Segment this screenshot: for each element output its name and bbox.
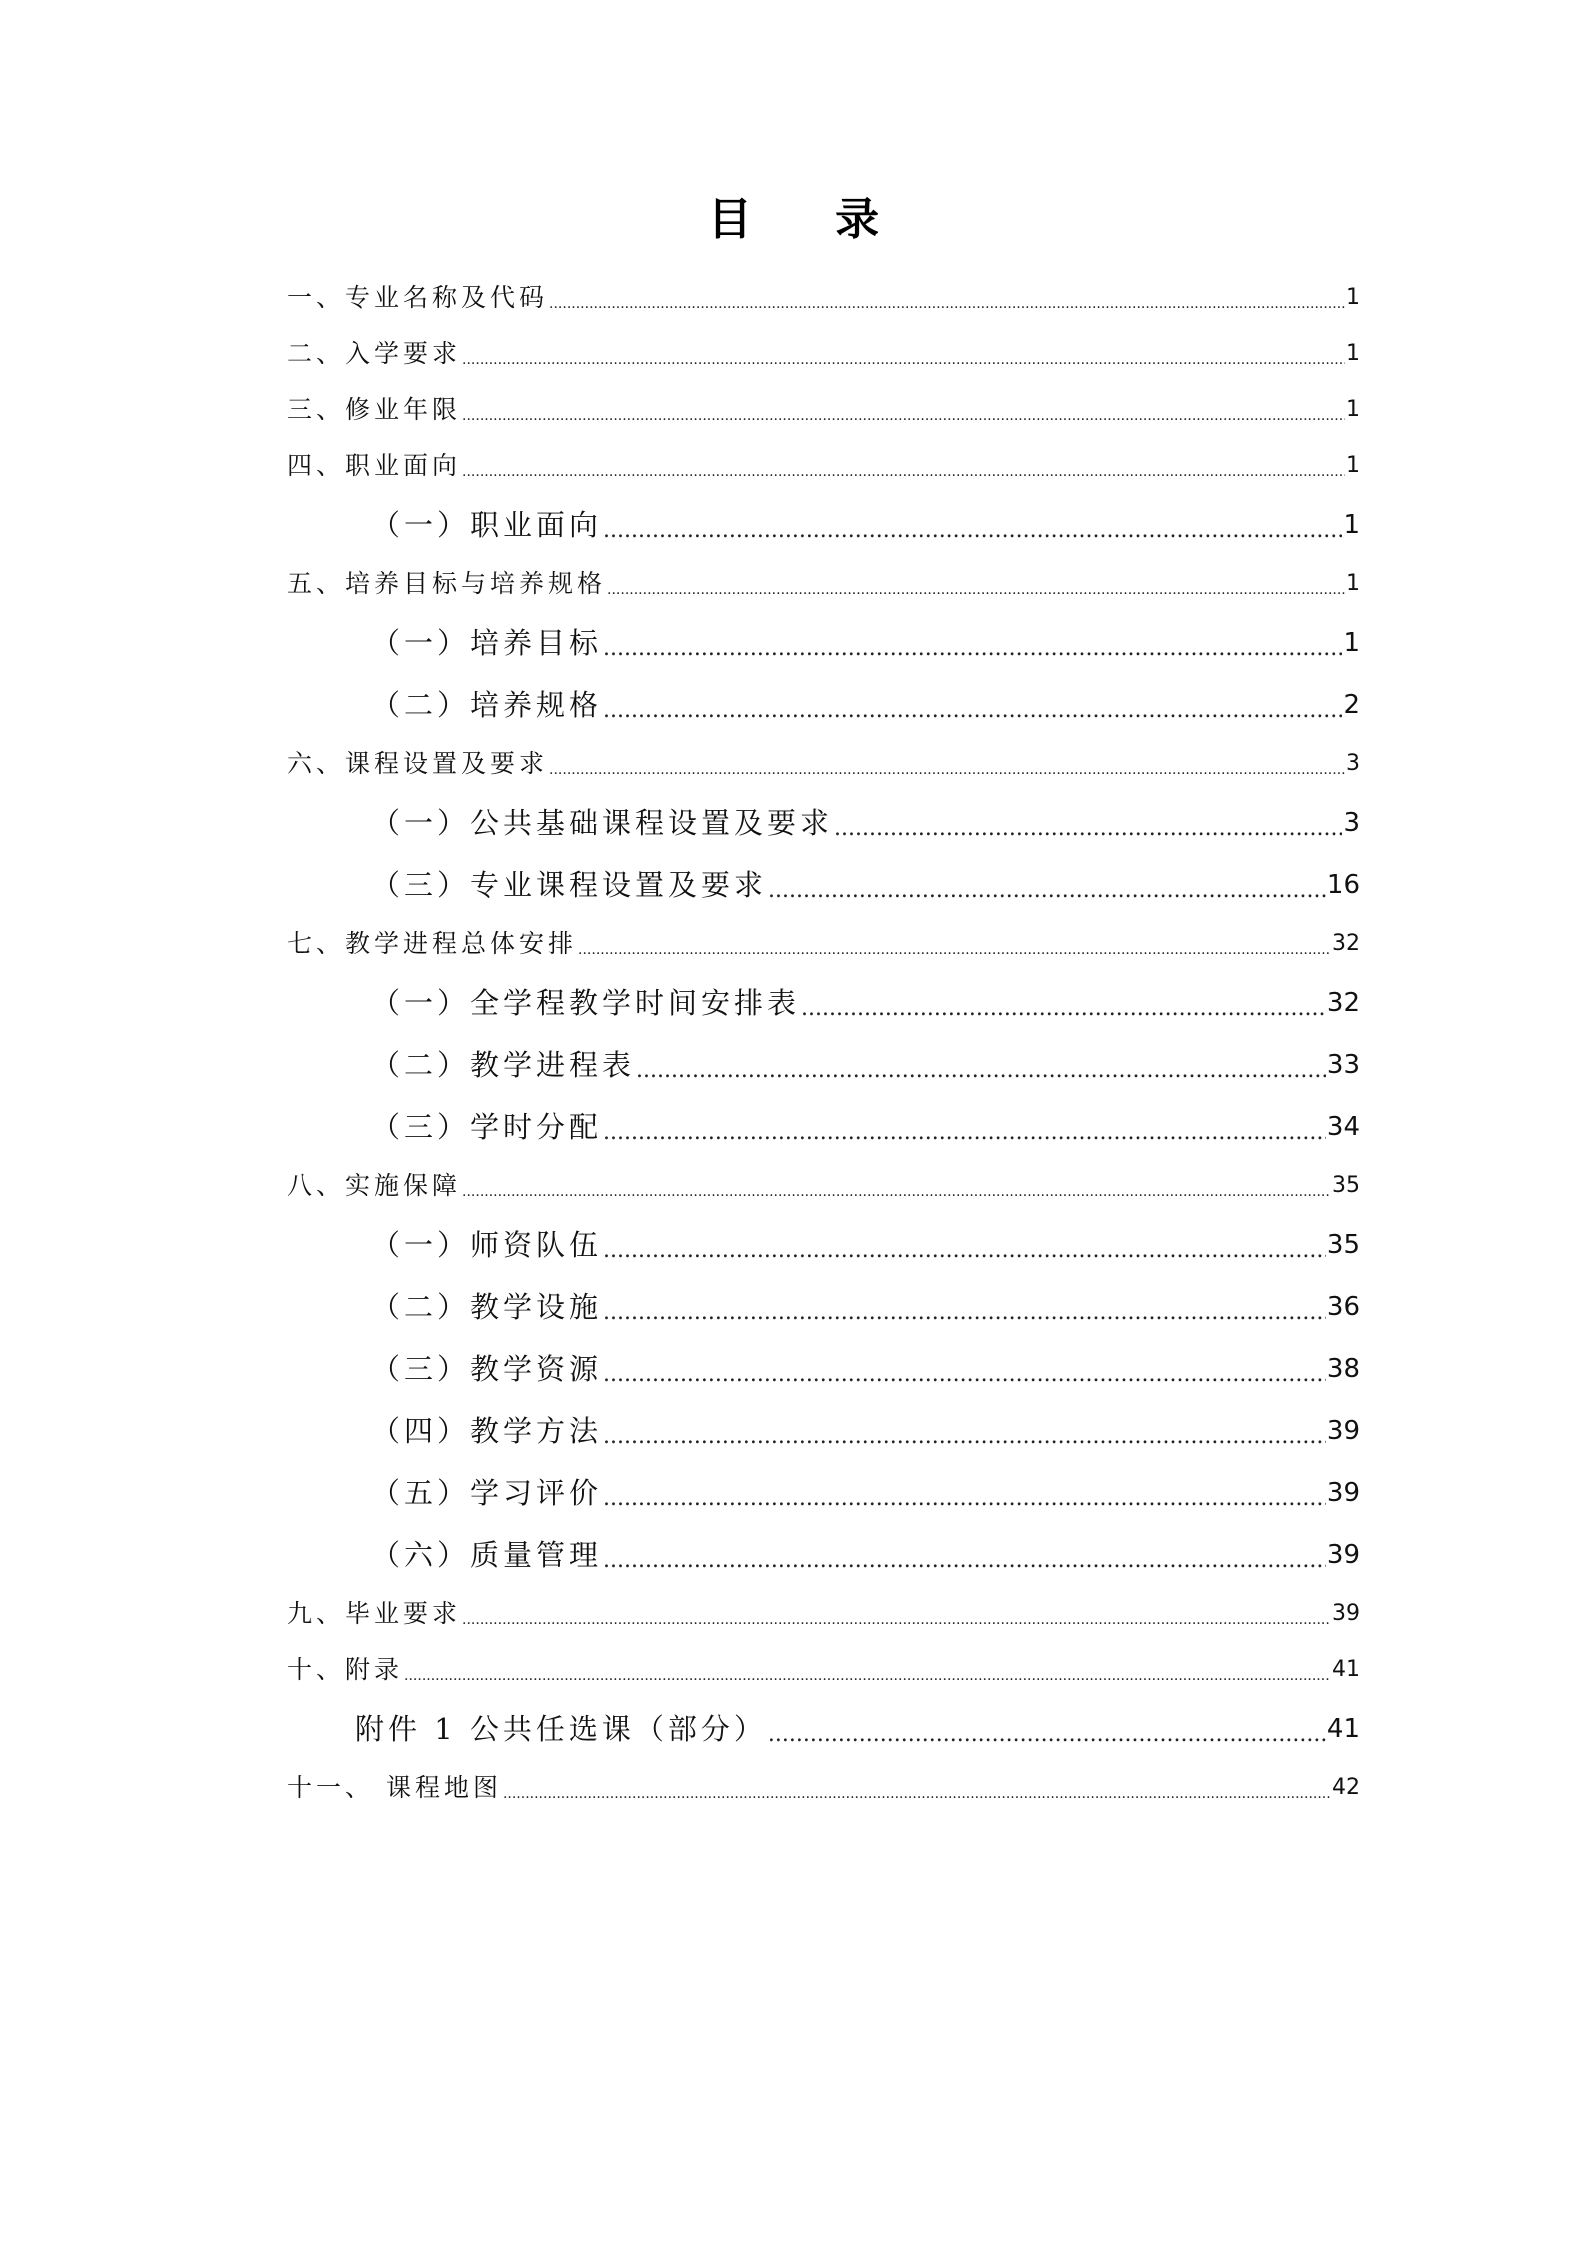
dot-leader — [462, 338, 1345, 382]
toc-entry-label: （二）教学进程表 — [371, 1048, 636, 1082]
toc-subentry[interactable] — [287, 1276, 1360, 1338]
toc-entry-page: 1 — [1343, 510, 1360, 540]
toc-entry[interactable] — [287, 1586, 1360, 1642]
toc-subentry[interactable] — [287, 1400, 1360, 1462]
toc-entry[interactable] — [287, 1760, 1360, 1816]
toc-entry-page: 3 — [1343, 808, 1360, 838]
toc-entry-page: 42 — [1332, 1775, 1360, 1800]
toc-entry[interactable] — [287, 270, 1360, 326]
toc-entry-page: 2 — [1343, 690, 1360, 720]
toc-subentry[interactable] — [287, 1338, 1360, 1400]
dot-leader — [462, 450, 1345, 494]
toc-subentry[interactable] — [287, 1698, 1360, 1760]
toc-entry-label: 六、课程设置及要求 — [287, 749, 549, 778]
dot-leader — [603, 506, 1342, 556]
toc-entry-label: 十一、 课程地图 — [287, 1773, 502, 1802]
toc-entry-page: 3 — [1346, 751, 1360, 776]
dot-leader — [636, 1046, 1326, 1096]
toc-entry[interactable] — [287, 326, 1360, 382]
toc-entry-label: （六）质量管理 — [371, 1538, 603, 1572]
dot-leader — [462, 394, 1345, 438]
toc-subentry[interactable] — [287, 674, 1360, 736]
toc-subentry[interactable] — [287, 1034, 1360, 1096]
toc-entry-label: （五）学习评价 — [371, 1476, 603, 1510]
dot-leader — [549, 748, 1345, 792]
toc-entry-label: 八、实施保障 — [287, 1171, 462, 1200]
dot-leader — [768, 866, 1326, 916]
toc-entry-page: 36 — [1326, 1292, 1360, 1322]
toc-entry-label: （一）师资队伍 — [371, 1228, 603, 1262]
toc-entry-page: 35 — [1326, 1230, 1360, 1260]
dot-leader — [801, 984, 1326, 1034]
toc-entry-label: 九、毕业要求 — [287, 1599, 462, 1628]
toc-subentry[interactable] — [287, 1096, 1360, 1158]
toc-entry-page: 32 — [1326, 988, 1360, 1018]
toc-entry-label: （四）教学方法 — [371, 1414, 603, 1448]
dot-leader — [578, 928, 1331, 972]
toc-entry-label: （三）教学资源 — [371, 1352, 603, 1386]
dot-leader — [603, 1536, 1326, 1586]
toc-entry-page: 1 — [1346, 453, 1360, 478]
toc-entry-page: 34 — [1326, 1112, 1360, 1142]
toc-entry[interactable] — [287, 736, 1360, 792]
toc-entry-page: 41 — [1332, 1657, 1360, 1682]
dot-leader — [404, 1654, 1331, 1698]
toc-entry-label: （一）全学程教学时间安排表 — [371, 986, 801, 1020]
dot-leader — [607, 568, 1345, 612]
toc-entry-label: （一）公共基础课程设置及要求 — [371, 806, 834, 840]
toc-entry-page: 39 — [1332, 1601, 1360, 1626]
toc-entry-page: 39 — [1326, 1478, 1360, 1508]
toc-entry-page: 39 — [1326, 1540, 1360, 1570]
toc-entry-page: 16 — [1326, 870, 1360, 900]
toc-subentry[interactable] — [287, 494, 1360, 556]
toc-entry-page: 1 — [1346, 285, 1360, 310]
dot-leader — [603, 1350, 1326, 1400]
toc-subentry[interactable] — [287, 612, 1360, 674]
dot-leader — [462, 1598, 1331, 1642]
toc-subentry[interactable] — [287, 1214, 1360, 1276]
toc-entry-page: 1 — [1346, 397, 1360, 422]
toc-entry-label: 三、修业年限 — [287, 395, 462, 424]
dot-leader — [834, 804, 1342, 854]
toc-entry[interactable] — [287, 382, 1360, 438]
toc-entry-page: 33 — [1326, 1050, 1360, 1080]
toc-entry-label: （一）培养目标 — [371, 626, 603, 660]
toc-subentry[interactable] — [287, 1462, 1360, 1524]
toc-entry-label: （一）职业面向 — [371, 508, 603, 542]
toc-entry[interactable] — [287, 916, 1360, 972]
toc-entry[interactable] — [287, 1642, 1360, 1698]
dot-leader — [603, 1474, 1326, 1524]
toc-entry-page: 39 — [1326, 1416, 1360, 1446]
toc-entry-page: 41 — [1326, 1714, 1360, 1744]
dot-leader — [603, 1108, 1326, 1158]
toc-subentry[interactable] — [287, 792, 1360, 854]
toc-entry-page: 32 — [1332, 931, 1360, 956]
dot-leader — [603, 1226, 1326, 1276]
toc-entry-page: 1 — [1343, 628, 1360, 658]
toc-entry-label: （二）培养规格 — [371, 688, 603, 722]
toc-entry-page: 1 — [1346, 571, 1360, 596]
toc-title: 目 录 — [707, 194, 914, 245]
dot-leader — [549, 282, 1345, 326]
dot-leader — [603, 624, 1342, 674]
toc-entry[interactable] — [287, 1158, 1360, 1214]
dot-leader — [603, 1288, 1326, 1338]
toc-entry[interactable] — [287, 438, 1360, 494]
toc-entry-label: 附件 1 公共任选课（部分） — [355, 1712, 767, 1746]
toc-entry-label: 五、培养目标与培养规格 — [287, 569, 607, 598]
dot-leader — [503, 1772, 1331, 1816]
toc-entry-label: （三）专业课程设置及要求 — [371, 868, 768, 902]
toc-entry-label: （三）学时分配 — [371, 1110, 603, 1144]
dot-leader — [603, 686, 1342, 736]
toc-entry-label: 四、职业面向 — [287, 451, 462, 480]
toc-subentry[interactable] — [287, 1524, 1360, 1586]
toc-entry-page: 1 — [1346, 341, 1360, 366]
toc-subentry[interactable] — [287, 972, 1360, 1034]
toc-entry-page: 38 — [1326, 1354, 1360, 1384]
toc-entry-page: 35 — [1332, 1173, 1360, 1198]
dot-leader — [462, 1170, 1331, 1214]
dot-leader — [603, 1412, 1326, 1462]
toc-entry-label: 二、入学要求 — [287, 339, 462, 368]
table-of-contents — [287, 270, 1360, 1816]
toc-entry-label: （二）教学设施 — [371, 1290, 603, 1324]
toc-subentry[interactable] — [287, 854, 1360, 916]
toc-entry-label: 十、附录 — [287, 1655, 404, 1684]
toc-entry-label: 一、专业名称及代码 — [287, 283, 549, 312]
toc-entry[interactable] — [287, 556, 1360, 612]
dot-leader — [768, 1710, 1326, 1760]
toc-entry-label: 七、教学进程总体安排 — [287, 929, 578, 958]
